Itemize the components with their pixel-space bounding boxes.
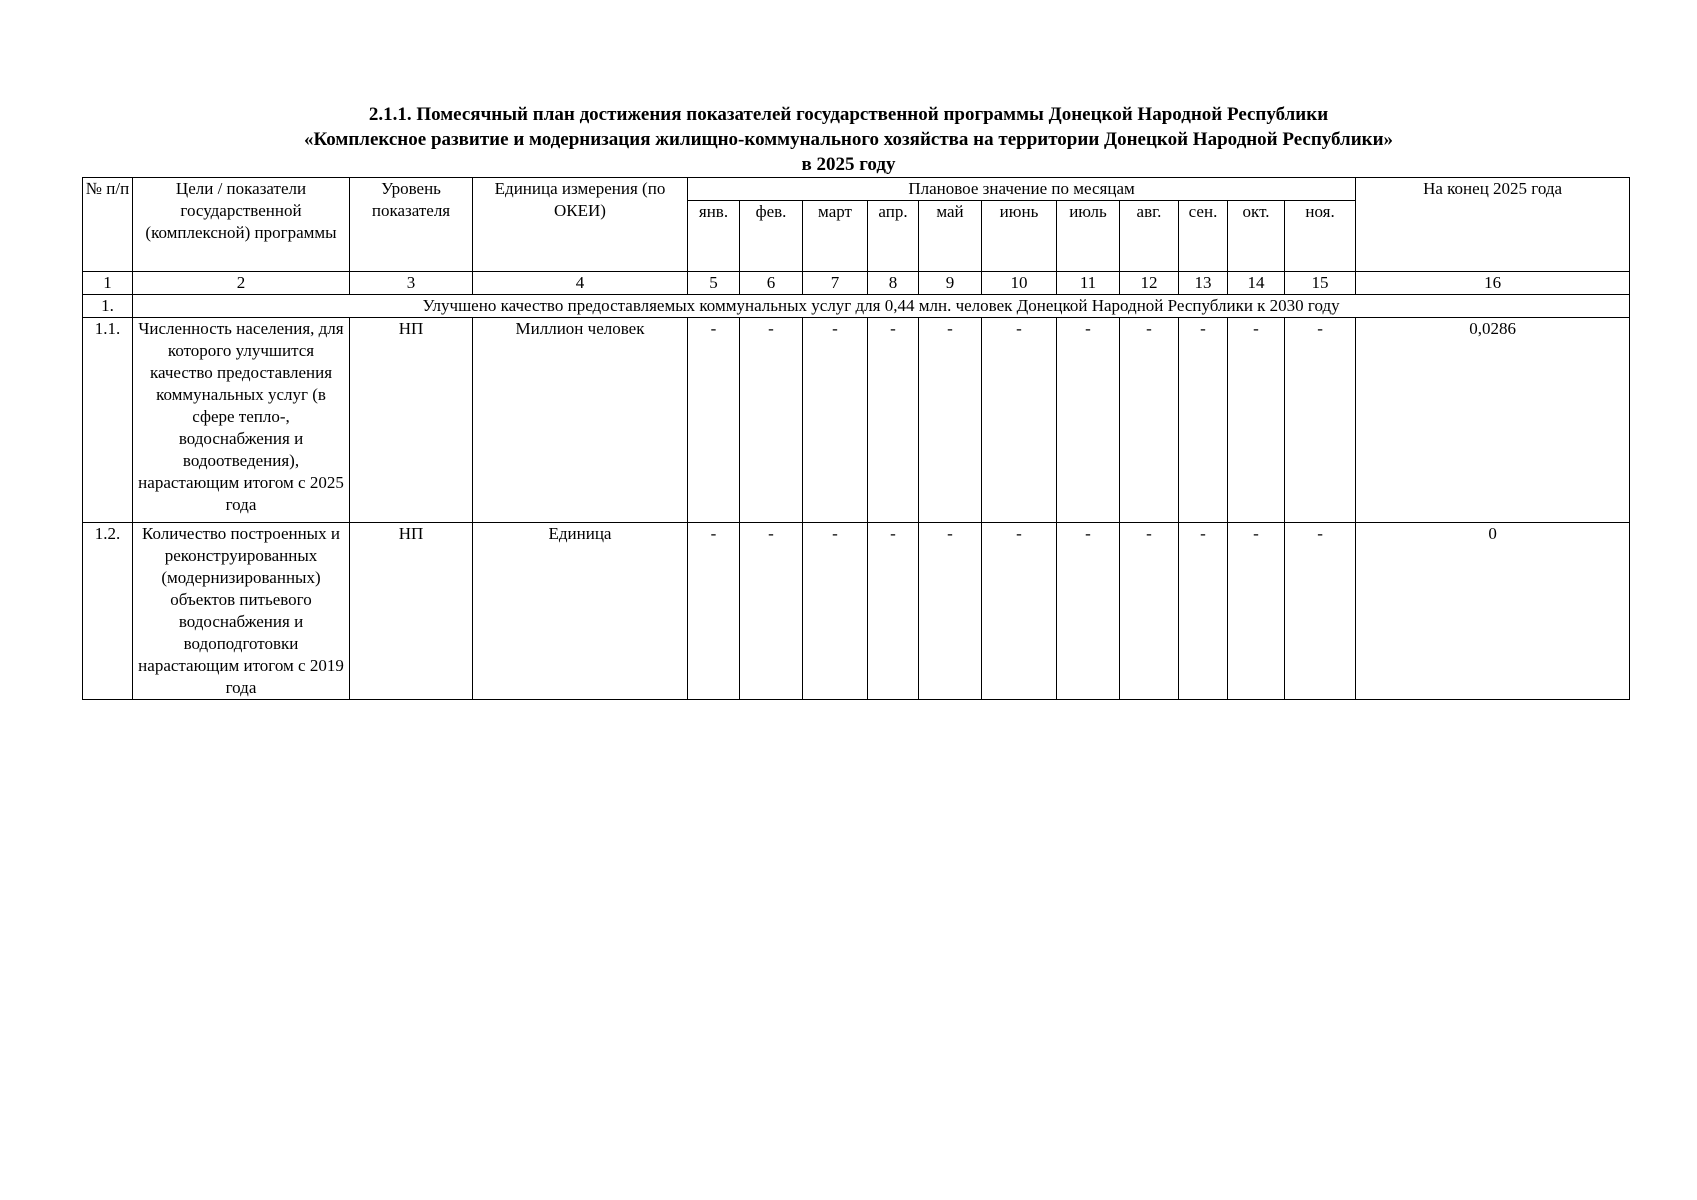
month-header: авг. xyxy=(1120,201,1179,272)
month-value: - xyxy=(1228,318,1285,523)
column-number: 6 xyxy=(740,272,803,295)
goal-text: Улучшено качество предоставляемых коммунальных услуг для 0,44 млн. человек Донецкой Народной Республики к 2030 году xyxy=(133,295,1630,318)
goal-num: 1. xyxy=(83,295,133,318)
month-header: июль xyxy=(1057,201,1120,272)
month-value: - xyxy=(740,523,803,700)
column-number: 14 xyxy=(1228,272,1285,295)
table-row xyxy=(83,318,1630,523)
column-number: 16 xyxy=(1356,272,1630,295)
header-end: На конец 2025 года xyxy=(1356,178,1630,272)
month-value: - xyxy=(868,523,919,700)
monthly-plan-table xyxy=(82,177,1630,700)
header-unit: Единица измерения (по ОКЕИ) xyxy=(473,178,688,272)
month-value: - xyxy=(1120,318,1179,523)
month-header: сен. xyxy=(1179,201,1228,272)
end-of-year-value: 0,0286 xyxy=(1356,318,1630,523)
month-header: фев. xyxy=(740,201,803,272)
document-title-line-1: 2.1.1. Помесячный план достижения показателей государственной программы Донецкой Народной Республики xyxy=(368,104,1329,125)
header-goal: Цели / показатели государственной (комплексной) программы xyxy=(133,178,350,272)
month-value: - xyxy=(982,523,1057,700)
month-value: - xyxy=(1179,523,1228,700)
indicator-name: Количество построенных и реконструированных (модернизированных) объектов питьевого водоснабжения и водоподготовки нарастающим итогом с 2019 года xyxy=(133,523,350,700)
document-title-line-2: «Комплексное развитие и модернизация жилищно-коммунального хозяйства на территории Донецкой Народной Республики» xyxy=(303,129,1394,150)
indicator-unit: Единица xyxy=(473,523,688,700)
month-value: - xyxy=(919,318,982,523)
header-plan: Плановое значение по месяцам xyxy=(688,178,1356,201)
month-header: май xyxy=(919,201,982,272)
column-number: 4 xyxy=(473,272,688,295)
month-value: - xyxy=(1285,318,1356,523)
month-header: янв. xyxy=(688,201,740,272)
column-number: 10 xyxy=(982,272,1057,295)
indicator-level: НП xyxy=(350,523,473,700)
column-number: 9 xyxy=(919,272,982,295)
month-header: апр. xyxy=(868,201,919,272)
column-number: 15 xyxy=(1285,272,1356,295)
column-number: 5 xyxy=(688,272,740,295)
month-value: - xyxy=(919,523,982,700)
row-num: 1.2. xyxy=(83,523,133,700)
month-header: март xyxy=(803,201,868,272)
column-number: 2 xyxy=(133,272,350,295)
month-value: - xyxy=(688,523,740,700)
month-value: - xyxy=(1120,523,1179,700)
month-value: - xyxy=(1057,523,1120,700)
month-value: - xyxy=(1285,523,1356,700)
column-number: 11 xyxy=(1057,272,1120,295)
indicator-name: Численность населения, для которого улучшится качество предоставления коммунальных услуг (в сфере тепло-, водоснабжения и водоотведения), нарастающим итогом с 2025 года xyxy=(133,318,350,523)
month-value: - xyxy=(1228,523,1285,700)
table-row xyxy=(83,523,1630,700)
header-level: Уровень показателя xyxy=(350,178,473,272)
column-number: 13 xyxy=(1179,272,1228,295)
month-value: - xyxy=(1057,318,1120,523)
month-header: июнь xyxy=(982,201,1057,272)
month-value: - xyxy=(803,523,868,700)
column-number: 7 xyxy=(803,272,868,295)
column-number: 3 xyxy=(350,272,473,295)
month-value: - xyxy=(982,318,1057,523)
column-number: 12 xyxy=(1120,272,1179,295)
column-number: 1 xyxy=(83,272,133,295)
end-of-year-value: 0 xyxy=(1356,523,1630,700)
month-value: - xyxy=(688,318,740,523)
month-value: - xyxy=(803,318,868,523)
month-value: - xyxy=(868,318,919,523)
header-num: № п/п xyxy=(83,178,133,272)
month-header: окт. xyxy=(1228,201,1285,272)
document-title-line-3: в 2025 году xyxy=(801,154,896,175)
row-num: 1.1. xyxy=(83,318,133,523)
month-value: - xyxy=(1179,318,1228,523)
indicator-level: НП xyxy=(350,318,473,523)
month-header: ноя. xyxy=(1285,201,1356,272)
column-number: 8 xyxy=(868,272,919,295)
indicator-unit: Миллион человек xyxy=(473,318,688,523)
month-value: - xyxy=(740,318,803,523)
